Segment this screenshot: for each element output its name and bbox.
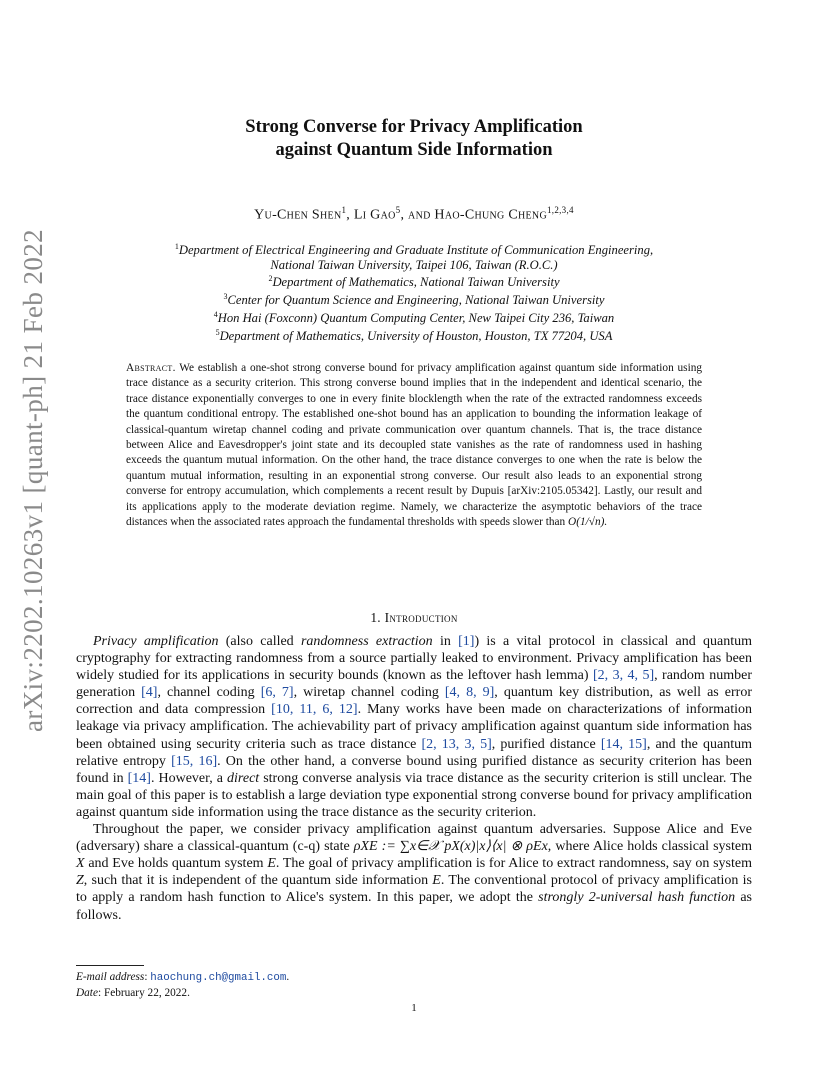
text-run: in — [432, 634, 459, 649]
text-run: and Eve holds quantum system — [84, 856, 268, 872]
affiliation-line — [0, 326, 828, 344]
abstract-text: We establish a one-shot strong converse bound for privacy amplification against quantum side information using trace distance as a security criterion. This strong converse bound implies that in the independent and identical scenario, the trace distance exponentially converges to one in every finite blocklength when the rate of the extracted randomness exceeds the quantum conditional entropy. The established one-shot bound has an application to bounding the information leakage of classical-quantum wiretap channel coding and private communication over quantum channels. That is, the trace distance between Alice and Eavesdropper's joint state and its decoupled state vanishes as the rate of randomness used in hashing exceeds the quantum mutual information. On the other hand, the trace distance converges to one when the rate is below the quantum mutual information, resulting in an exponential strong converse. Our result also leads to an exponential strong converse for entropy accumulation, which complements a recent result by Dupuis [arXiv:2105.05342]. Lastly, our result and its applications apply to the moderate deviation regime. Namely, we characterize the asymptotic behaviors of the trace distances when the associated rates approach the fundamental thresholds with speeds slower than — [126, 362, 703, 529]
text-run: , where Alice holds classical system — [547, 839, 752, 855]
emph-term: Privacy amplification — [93, 634, 219, 649]
citation-link[interactable]: [10, 11, 6, 12] — [271, 702, 358, 718]
author-1-affil: 1 — [341, 205, 347, 215]
author-2-name: Li Gao — [353, 207, 396, 223]
author-1-name: Yu-Chen Shen — [254, 207, 342, 223]
affiliation-line — [0, 308, 828, 326]
citation-link[interactable]: [2, 3, 4, 5] — [592, 668, 655, 684]
emph-term: direct — [227, 770, 260, 786]
arxiv-identifier: arXiv:2202.10263v1 [quant-ph] 21 Feb 2022 — [18, 228, 49, 732]
paper-title — [0, 116, 828, 162]
text-run: , and the quantum relative entropy — [76, 736, 753, 769]
text-run: , quantum key distribution, as well as error correction and data compression — [76, 685, 752, 718]
citation-link[interactable]: [2, 13, 3, 5] — [421, 736, 492, 752]
footnotes — [76, 970, 752, 1000]
date-label: Date — [76, 986, 98, 999]
text-run: : — [97, 986, 104, 999]
math-var: Z — [76, 873, 84, 889]
emph-term: randomness extraction — [300, 634, 433, 649]
author-separator-2: , and — [400, 207, 435, 223]
affiliation-line — [0, 272, 828, 290]
author-3-affil: 1,2,3,4 — [546, 205, 574, 215]
text-run: . However, a — [150, 770, 228, 786]
page-number: 1 — [411, 1002, 417, 1014]
affiliation-line — [0, 290, 828, 308]
email-label: E-mail address — [76, 971, 145, 983]
text-run: (also called — [218, 634, 301, 649]
affiliation-number: 1 — [174, 242, 179, 251]
author-3-name: Hao-Chung Cheng — [434, 207, 547, 223]
text-run: . — [286, 971, 290, 983]
text-run: . On the other hand, a converse bound using purified distance as security criterion has been found in — [76, 753, 752, 786]
affiliation-number: 3 — [223, 292, 228, 302]
text-run: , such that it is independent of the quantum side information — [83, 873, 433, 889]
text-run: , channel coding — [157, 685, 261, 701]
citation-link[interactable]: [14] — [127, 770, 151, 786]
abstract-label: Abstract. — [126, 362, 176, 374]
citation-link[interactable]: [4] — [141, 685, 158, 701]
citation-link[interactable]: [14, 15] — [600, 736, 647, 752]
emph-term: strongly 2-universal hash function — [538, 890, 736, 906]
date-value: February 22, 2022. — [103, 986, 190, 999]
citation-link[interactable]: [4, 8, 9] — [444, 685, 495, 701]
math-state: ρXE := ∑x∈𝒳 pX(x)|x⟩⟨x| ⊗ ρEx — [353, 839, 548, 855]
affiliation-number: 5 — [215, 327, 220, 337]
text-run: ) is a vital protocol in classical and quantum cryptography for extracting randomness from a source partially leaked to environment. Privacy amplification has been widely studied for its applications in security bounds (known as the leftover hash lemma) — [76, 634, 752, 684]
citation-link[interactable]: [6, 7] — [260, 685, 294, 701]
math-var: E — [432, 873, 441, 889]
affiliation-text: National Taiwan University, Taipei 106, Taiwan (R.O.C.) — [270, 257, 558, 272]
text-run: Throughout the paper, we consider privacy amplification against quantum adversaries. Suppose Alice and Eve (adversary) share a classical-quantum (c-q) state — [76, 822, 752, 855]
text-run: . The goal of privacy amplification is for Alice to extract randomness, say on system — [275, 856, 752, 872]
text-run: strong converse analysis via trace distance as the security criterion is still unclear. The main goal of this paper is to establish a large deviation type exponential strong converse bound for privacy amplification against quantum side information using the trace distance as the security criterion. — [76, 770, 752, 820]
affiliation-line — [0, 258, 828, 273]
text-run: , purified distance — [491, 736, 601, 752]
text-run: , random number generation — [76, 668, 753, 701]
affiliation-text: Department of Electrical Engineering and Graduate Institute of Communication Engineering, — [178, 243, 654, 258]
affiliation-line — [0, 240, 828, 258]
affiliation-text: Hon Hai (Foxconn) Quantum Computing Center, New Taipei City 236, Taiwan — [217, 311, 615, 326]
text-run: . The conventional protocol of privacy amplification is to apply a random hash function to Alice's system. In this paper, we adopt the — [76, 873, 752, 906]
abstract — [126, 361, 702, 530]
title-line-1: Strong Converse for Privacy Amplification — [245, 117, 583, 137]
author-list — [0, 205, 828, 224]
affiliation-number: 4 — [213, 309, 218, 319]
text-run: . Many works have been made on characterizations of information leakage via privacy amplification. The achievability part of privacy amplification against quantum side information has been obtained using security criteria such as trace distance — [76, 702, 752, 752]
body-text — [76, 633, 752, 924]
affiliation-text: Center for Quantum Science and Engineering, National Taiwan University — [227, 293, 605, 308]
section-heading: 1. Introduction — [370, 610, 458, 625]
text-run: as follows. — [76, 890, 752, 923]
paragraph-1 — [76, 633, 752, 821]
text-run: : — [144, 971, 151, 983]
affiliation-text: Department of Mathematics, University of Houston, Houston, TX 77204, USA — [219, 328, 613, 343]
email-link[interactable]: haochung.ch@gmail.com — [150, 972, 287, 984]
citation-link[interactable]: [15, 16] — [171, 753, 218, 769]
title-line-2: against Quantum Side Information — [275, 140, 553, 160]
paragraph-2 — [76, 821, 752, 924]
email-footnote — [76, 970, 752, 986]
author-2-affil: 5 — [395, 205, 401, 215]
citation-link[interactable]: [1] — [458, 634, 475, 649]
author-separator-1: , — [346, 207, 354, 223]
abstract-order-math: O(1/√n). — [568, 516, 608, 529]
affiliation-list — [0, 240, 828, 344]
math-var: E — [267, 856, 276, 872]
math-var: X — [76, 856, 85, 872]
affiliation-number: 2 — [268, 274, 273, 284]
date-footnote — [76, 986, 752, 1001]
affiliation-text: Department of Mathematics, National Taiwan University — [272, 275, 560, 290]
text-run: , wiretap channel coding — [293, 685, 445, 701]
footnote-rule — [76, 965, 144, 966]
